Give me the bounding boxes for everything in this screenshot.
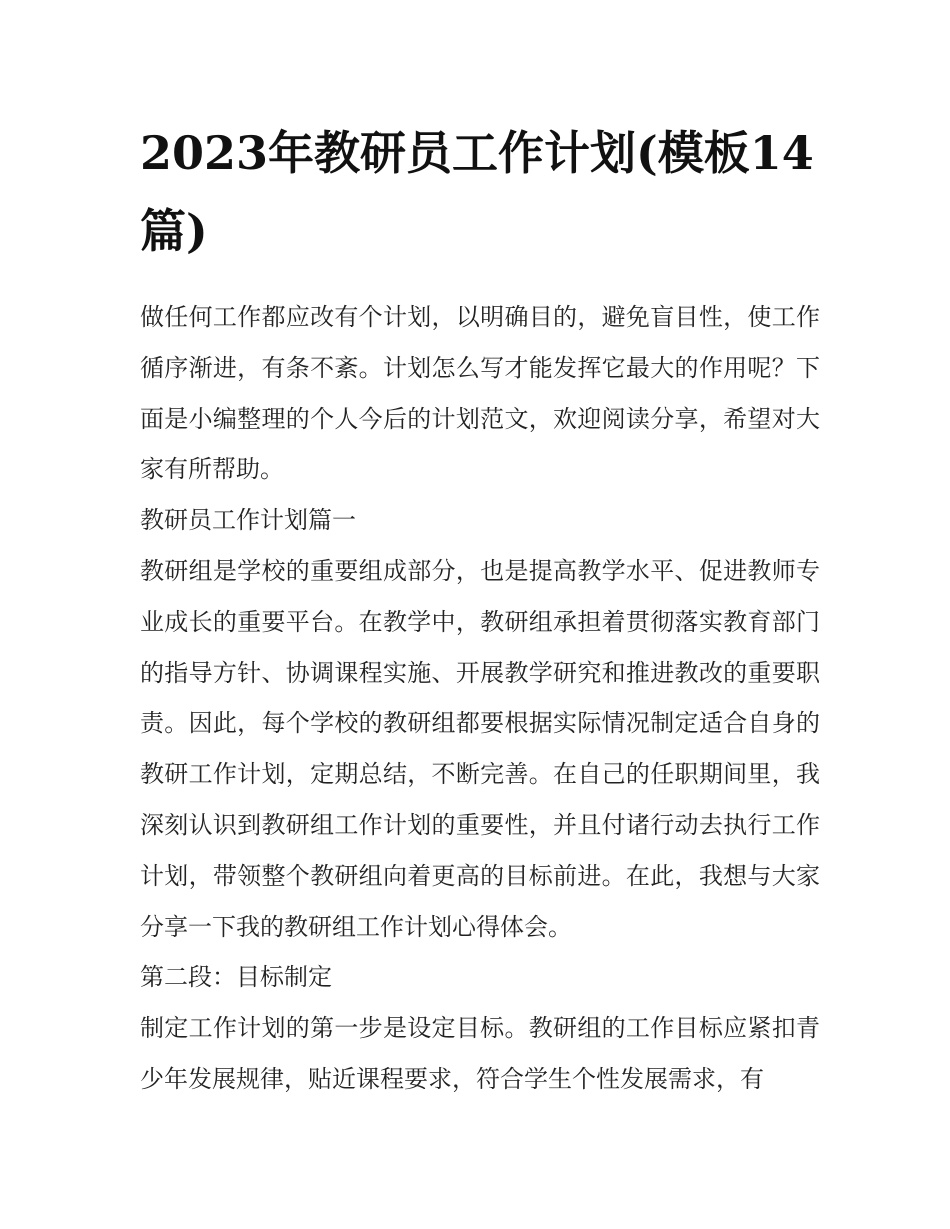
body-paragraph: 教研组是学校的重要组成部分，也是提高教学水平、促进教师专业成长的重要平台。在教学中，教研组承担着贯彻落实教育部门的指导方针、协调课程实施、开展教学研究和推进教改的重要职责。因此，每个学校的教研组都要根据实际情况制定适合自身的教研工作计划，定期总结，不断完善。在自己的任职期间里，我深刻认识到教研组工作计划的重要性，并且付诸行动去执行工作计划，带领整个教研组向着更高的目标前进。在此，我想与大家分享一下我的教研组工作计划心得体会。: [140, 556, 820, 941]
section-heading-target-setting: 第二段：目标制定: [140, 963, 332, 992]
document-title: 2023年教研员工作计划(模板14篇): [140, 126, 814, 258]
section-heading-part-one: 教研员工作计划篇一: [140, 506, 356, 535]
body-paragraph: 制定工作计划的第一步是设定目标。教研组的工作目标应紧扣青少年发展规律，贴近课程要求，符合学生个性发展需求，有: [140, 1014, 820, 1093]
intro-paragraph: 做任何工作都应改有个计划，以明确目的，避免盲目性，使工作循序渐进，有条不紊。计划怎么写才能发挥它最大的作用呢？下面是小编整理的个人今后的计划范文，欢迎阅读分享，希望对大家有所帮助。: [140, 303, 820, 484]
document-content: [140, 114, 820, 1105]
document-body: [140, 292, 820, 1105]
